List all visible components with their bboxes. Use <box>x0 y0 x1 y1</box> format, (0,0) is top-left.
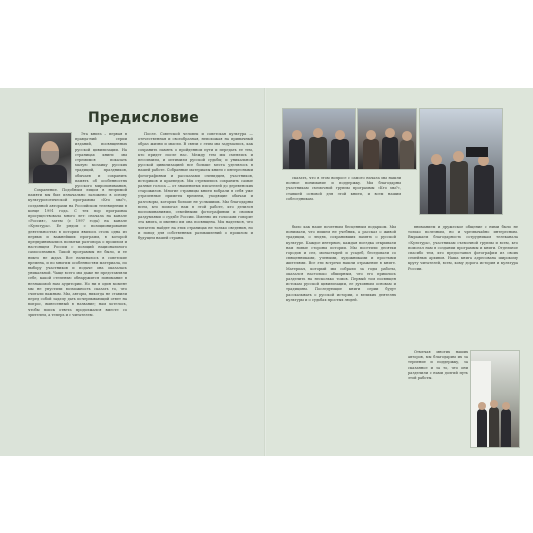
intro-text-column-1 <box>75 132 127 189</box>
photo-person-head <box>490 400 498 408</box>
text-column-4 <box>286 225 396 446</box>
church-group-photo <box>470 350 520 448</box>
photo-person-head <box>402 131 412 141</box>
photo-person-head <box>453 151 464 162</box>
photo-person <box>309 137 327 169</box>
body-paragraph: было как наше почетным бесценным подарком. Мы понимали, что пишем не учебник, а рассказ о живой традиции, о людях, сохранивших память о русской культуре. Каждое интервью, каждая поездка открывали нам новые стороны истории. Мы посетили десятки городов и сел, монастырей и усадеб, беседовали со священниками, учеными, художниками и простыми жителями. Все эти встречи нашли отражение в книге. Материал, который мы собрали за годы работы, оказался настолько обширным, что его пришлось разделить на несколько томов. Первый том посвящен истокам русской цивилизации, ее духовным основам и традициям. Последующие книги серии будут рассказывать о русской истории, о великих деятелях культуры и о судьбах простых людей. <box>286 225 396 302</box>
body-paragraph: сказать, что в этом вопросе с самого начала мы нашли полное понимание и поддержку. Мы благодарны участникам съемочной группы программы «Кто мы?», ставшей основой для этой книги, и всем нашим собеседникам. <box>286 176 401 201</box>
camera-shape <box>466 147 488 157</box>
book-spread <box>0 88 533 456</box>
text-column-6 <box>408 350 468 446</box>
photo-person-head <box>431 154 442 165</box>
text-column-5 <box>408 225 518 345</box>
intro-paragraph: Эта книга – первая в правда-ний серии изданий, посвященных русской цивилизации. На страницах книги мы стремимся показать малую мозаику русских традиций, праздников, обычаев и сохранить память об особенностях русского миропонимания, <box>75 132 127 189</box>
photo-person-head <box>292 130 302 140</box>
portrait-coat <box>33 165 67 183</box>
group-photo-2 <box>357 108 417 170</box>
photo-person <box>450 161 468 214</box>
body-paragraph: вниманием и дружеское общение с ними было не только полезным, но и чрезвычайно интересным. Выражаем благодарность сотрудникам телеканала «Культура», участникам съемочной группы и всем, кто помогал нам в создании программы и книги. Отдельное спасибо тем, кто предоставил фотографии из своих семейных архивов. Наша книга адресована широкому кругу читателей, всем, кому дорога история и культура России. <box>408 225 518 271</box>
photo-person <box>331 139 349 169</box>
author-portrait <box>28 132 72 184</box>
photo-person <box>477 409 487 447</box>
left-page <box>0 88 266 456</box>
body-paragraph: После. Советской человек и советская культура — отечественная и своеобразная, непохожая на привычный образ жизни и мысли. В связи с этим мы задумались, как сохранить память о пройденном пути и передать ее тем, кто придет после нас. Между тем мы смеялись и пессимизм, и оптимизм русской судьбы; и уникальной русской цивилизацией все больше места уделялось в нашей работе. Собранные материалы книги с интересными фотографиями и рассказами очевидцев, участников, историков и краеведов. Мы стремились сохранить самые разные голоса — от знаменитых писателей до деревенских старожилов. Многие страницы книги вобрали в себя уже утраченные приметы времени, уходящие обычаи и разговоры, которых больше не услышишь. Мы благодарны всем, кто помогал нам в этой работе, кто делился воспоминаниями, семейными фотографиями и своими раздумьями о судьбе России. Именно их голосами говорит эта книга, и именно им она посвящена. Мы надеемся, что читатель найдет на этих страницах не только сведения, но и повод для собственных размышлений о прошлом и будущем нашей страны. <box>138 132 253 241</box>
photo-person <box>289 139 305 169</box>
photo-person <box>363 139 379 169</box>
photo-person <box>489 407 499 447</box>
photo-person-head <box>366 130 376 140</box>
intro-text-column-2 <box>28 188 127 446</box>
photo-person <box>474 165 494 214</box>
photo-person-head <box>335 130 345 140</box>
group-photo-1 <box>282 108 356 170</box>
photo-person <box>382 137 398 169</box>
right-text-top <box>286 176 401 218</box>
film-crew-photo <box>419 108 503 215</box>
portrait-beard <box>41 151 59 165</box>
photo-person <box>428 164 446 214</box>
body-paragraph: Сохранение. Подобным лицом в незримой памяти мы был изначально заложено в основу культурологической программы «Кто мы?», созданной авторами на Российском телевидении в конце 1991 года. С тех пор программа просуществовала много лет: сначала на канале «Россия», затем (с 1997 года) на канале «Культура». Ее рядом с позиционирование деятельностью в истории явилось столь одна из первых и важнейших программ, в которой предпринимались попытки разговора о прошлом и настоящем России с позиций национального самосознания. Такой программы не было, и ее никто не ждал. Все начиналось в советские времена, и по многим особенностям материала, по выбору участников и подаче она оказалась уникальной. Чаще всего мы даже не представляли себе, какой степенью обнаружится понимание в незнакомой нам аудитории. Но ни в один момент мы не упустили возможность сказать то, что считали важным. Мы, авторы, никогда не ставили перед собой задачу дать исчерпывающий ответ на вопрос, вынесенный в название; нам хотелось, чтобы поиск ответа продолжался вместе со зрителем, а теперь и с читателем. <box>28 188 127 317</box>
page-title: Предисловие <box>88 110 199 126</box>
photo-person-head <box>502 402 510 410</box>
photo-person-head <box>385 128 395 138</box>
text-column-3 <box>138 132 253 446</box>
photo-person-head <box>313 128 323 138</box>
body-paragraph: Отмечая многих наших авторов, мы благодарим их за терпение и поддержку, за сказанное и за то, что они разделили с нами долгий путь этой работы. <box>408 350 468 381</box>
photo-person <box>400 140 414 169</box>
photo-person-head <box>478 402 486 410</box>
photo-person <box>501 409 511 447</box>
